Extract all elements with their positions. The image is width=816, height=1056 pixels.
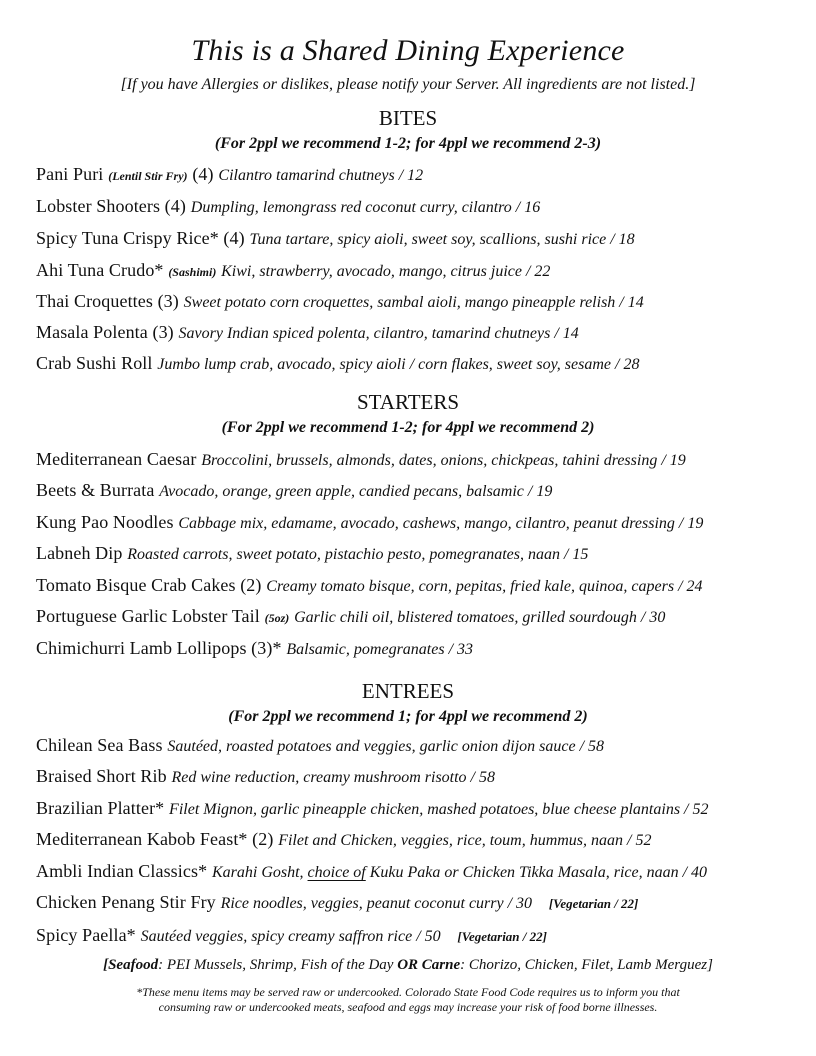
section-note-bites: (For 2ppl we recommend 1-2; for 4ppl we recommend 2-3) bbox=[214, 135, 602, 152]
menu-item-braised-short-rib bbox=[36, 766, 806, 788]
item-description: Balsamic, pomegranates / 33 bbox=[286, 641, 474, 658]
menu-item-brazilian-platter bbox=[36, 798, 806, 820]
item-name: Mediterranean Kabob Feast* (2) bbox=[36, 829, 274, 849]
item-name: Chilean Sea Bass bbox=[36, 735, 163, 755]
seafood-label: Seafood bbox=[108, 957, 159, 973]
or-carne-label: OR Carne bbox=[397, 957, 461, 973]
item-description: Broccolini, brussels, almonds, dates, onions, chickpeas, tahini dressing / 19 bbox=[201, 452, 686, 469]
item-description: Rice noodles, veggies, peanut coconut curry / 30 bbox=[220, 895, 533, 912]
menu-item-chimichurri-lamb-lollipops bbox=[36, 638, 806, 660]
menu-item-portuguese-garlic-lobster-tail bbox=[36, 606, 806, 628]
menu-item-spicy-paella bbox=[36, 925, 806, 947]
item-description: Sweet potato corn croquettes, sambal aioli, mango pineapple relish / 14 bbox=[183, 294, 644, 311]
item-name: Brazilian Platter* bbox=[36, 798, 165, 818]
menu-item-pani-puri bbox=[36, 164, 806, 186]
paella-options-note bbox=[0, 955, 816, 975]
item-name: Thai Croquettes (3) bbox=[36, 291, 179, 311]
item-description: Kiwi, strawberry, avocado, mango, citrus juice / 22 bbox=[221, 263, 551, 280]
seafood-text: : PEI Mussels, Shrimp, Fish of the Day bbox=[158, 957, 398, 973]
menu-item-chicken-penang-stir-fry bbox=[36, 892, 806, 914]
menu-item-ambli-indian-classics bbox=[36, 861, 806, 883]
menu-item-thai-croquettes bbox=[36, 291, 806, 313]
item-description: Jumbo lump crab, avocado, spicy aioli / corn flakes, sweet soy, sesame / 28 bbox=[157, 356, 640, 373]
item-name: Ambli Indian Classics* bbox=[36, 861, 208, 881]
menu-item-beets-burrata bbox=[36, 480, 806, 502]
item-name: Mediterranean Caesar bbox=[36, 449, 197, 469]
section-heading-starters: STARTERS bbox=[356, 390, 460, 414]
item-name: Spicy Paella* bbox=[36, 925, 136, 945]
item-name: Kung Pao Noodles bbox=[36, 512, 174, 532]
vegetarian-option: [Vegetarian / 22] bbox=[457, 929, 547, 944]
menu-item-masala-polenta bbox=[36, 322, 806, 344]
item-name: Masala Polenta (3) bbox=[36, 322, 174, 342]
item-name: Spicy Tuna Crispy Rice* (4) bbox=[36, 228, 245, 248]
item-description: Filet and Chicken, veggies, rice, toum, hummus, naan / 52 bbox=[278, 832, 652, 849]
vegetarian-option: [Vegetarian / 22] bbox=[548, 896, 639, 911]
item-name: Lobster Shooters (4) bbox=[36, 196, 186, 216]
menu-item-lobster-shooters bbox=[36, 196, 806, 218]
item-description: Creamy tomato bisque, corn, pepitas, fried kale, quinoa, capers / 24 bbox=[266, 578, 703, 595]
menu-item-crab-sushi-roll bbox=[36, 353, 806, 375]
item-name: Labneh Dip bbox=[36, 543, 123, 563]
item-tag: (5oz) bbox=[264, 611, 290, 625]
item-description: Avocado, orange, green apple, candied pecans, balsamic / 19 bbox=[159, 483, 553, 500]
item-name: Braised Short Rib bbox=[36, 766, 167, 786]
item-description: Dumpling, lemongrass red coconut curry, cilantro / 16 bbox=[190, 199, 541, 216]
item-count: (4) bbox=[192, 164, 214, 184]
item-description: Savory Indian spiced polenta, cilantro, tamarind chutneys / 14 bbox=[178, 325, 579, 342]
bracket-open: [ bbox=[103, 957, 109, 973]
description-part: Karahi Gosht, bbox=[211, 864, 308, 881]
item-description: Cabbage mix, edamame, avocado, cashews, mango, cilantro, peanut dressing / 19 bbox=[178, 515, 704, 532]
item-name: Pani Puri bbox=[36, 164, 104, 184]
item-description: Sautéed veggies, spicy creamy saffron rice / 50 bbox=[140, 928, 441, 945]
menu-item-spicy-tuna-crispy-rice bbox=[36, 228, 806, 250]
item-description: Cilantro tamarind chutneys / 12 bbox=[218, 167, 424, 184]
menu-item-tomato-bisque-crab-cakes bbox=[36, 575, 806, 597]
menu-item-ahi-tuna-crudo bbox=[36, 260, 806, 282]
section-note-starters: (For 2ppl we recommend 1-2; for 4ppl we recommend 2) bbox=[221, 419, 595, 436]
item-name: Portuguese Garlic Lobster Tail bbox=[36, 606, 260, 626]
item-tag: (Sashimi) bbox=[168, 265, 217, 279]
allergy-notice: [If you have Allergies or dislikes, please notify your Server. All ingredients are not listed.] bbox=[120, 76, 696, 93]
description-part: Kuku Paka or Chicken Tikka Masala, rice, naan / 40 bbox=[365, 864, 708, 881]
item-tag: (Lentil Stir Fry) bbox=[108, 169, 188, 183]
item-name: Chimichurri Lamb Lollipops (3)* bbox=[36, 638, 282, 658]
menu-item-chilean-sea-bass bbox=[36, 735, 806, 757]
item-description: Red wine reduction, creamy mushroom risotto / 58 bbox=[171, 769, 495, 786]
item-description: Sautéed, roasted potatoes and veggies, garlic onion dijon sauce / 58 bbox=[167, 738, 605, 755]
choice-of-underlined: choice of bbox=[307, 864, 366, 881]
menu-item-labneh-dip bbox=[36, 543, 806, 565]
disclaimer-line: *These menu items may be served raw or undercooked. Colorado State Food Code requires us to inform you that bbox=[136, 985, 680, 999]
menu-item-kung-pao-noodles bbox=[36, 512, 806, 534]
page-title: This is a Shared Dining Experience bbox=[191, 34, 625, 67]
item-description: Filet Mignon, garlic pineapple chicken, mashed potatoes, blue cheese plantains / 52 bbox=[169, 801, 709, 818]
section-heading-bites: BITES bbox=[378, 106, 438, 130]
menu-item-mediterranean-caesar bbox=[36, 449, 806, 471]
item-description: Roasted carrots, sweet potato, pistachio pesto, pomegranates, naan / 15 bbox=[127, 546, 589, 563]
food-code-disclaimer bbox=[0, 985, 816, 1015]
item-description: Tuna tartare, spicy aioli, sweet soy, scallions, sushi rice / 18 bbox=[249, 231, 635, 248]
disclaimer-line: consuming raw or undercooked meats, seafood and eggs may increase your risk of food borne illnesses. bbox=[158, 1000, 658, 1014]
item-name: Chicken Penang Stir Fry bbox=[36, 892, 216, 912]
menu-item-mediterranean-kabob-feast bbox=[36, 829, 806, 851]
item-name: Ahi Tuna Crudo* bbox=[36, 260, 164, 280]
item-name: Beets & Burrata bbox=[36, 480, 155, 500]
item-description bbox=[212, 864, 707, 881]
carne-text: : Chorizo, Chicken, Filet, Lamb Merguez] bbox=[460, 957, 713, 973]
item-name: Crab Sushi Roll bbox=[36, 353, 153, 373]
item-description: Garlic chili oil, blistered tomatoes, grilled sourdough / 30 bbox=[294, 609, 666, 626]
item-name: Tomato Bisque Crab Cakes (2) bbox=[36, 575, 262, 595]
section-note-entrees: (For 2ppl we recommend 1; for 4ppl we recommend 2) bbox=[228, 708, 588, 725]
section-heading-entrees: ENTREES bbox=[361, 679, 455, 703]
